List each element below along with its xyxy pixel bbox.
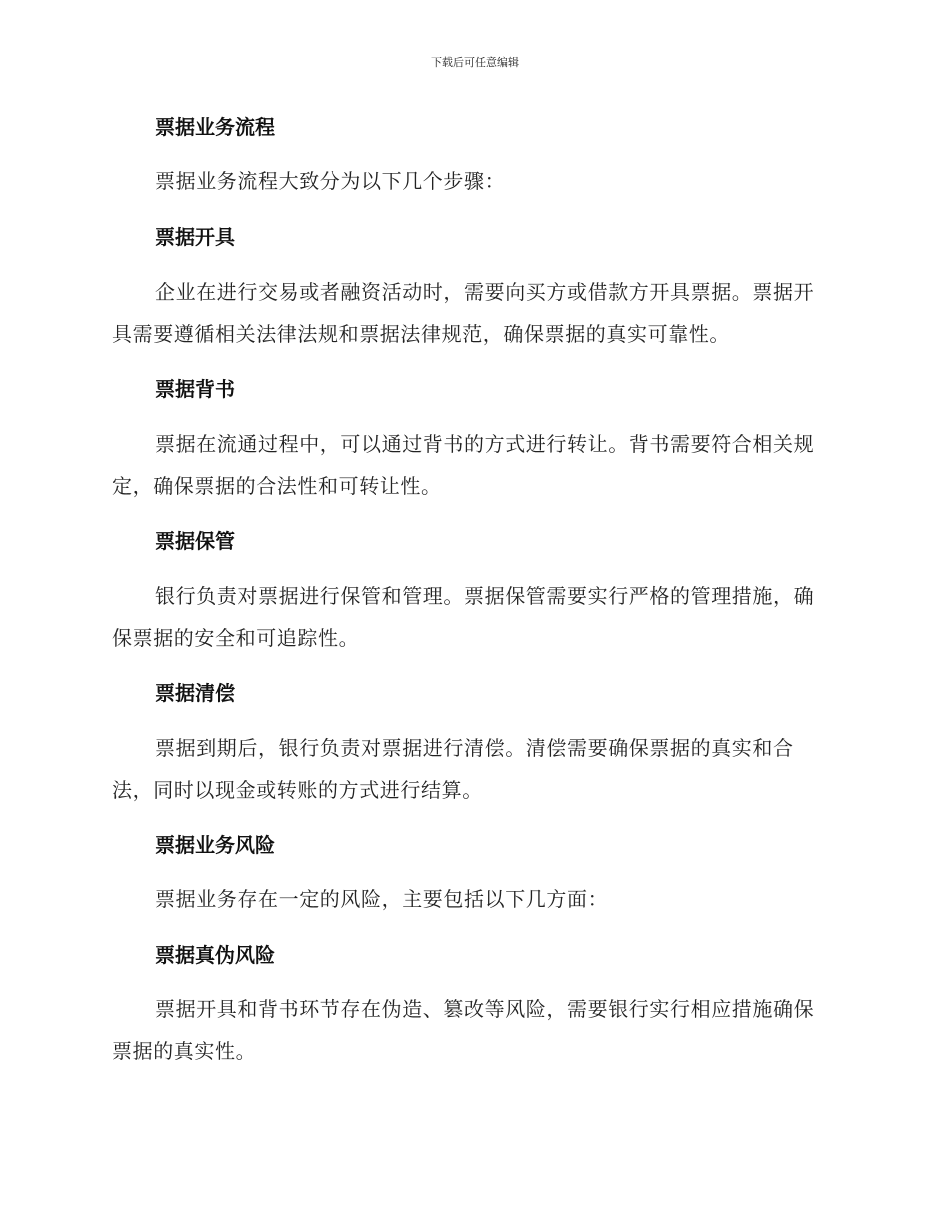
page-header: 下载后可任意编辑 [431,56,519,69]
section-heading: 票据清偿 [155,681,235,705]
paragraph: 票据在流通过程中，可以通过背书的方式进行转让。背书需要符合相关规定，确保票据的合法性和可转让性。 [112,432,815,498]
section-heading: 票据业务风险 [155,833,275,857]
paragraph: 票据到期后，银行负责对票据进行清偿。清偿需要确保票据的真实和合法，同时以现金或转账的方式进行结算。 [112,736,794,802]
paragraph: 企业在进行交易或者融资活动时，需要向买方或借款方开具票据。票据开具需要遵循相关法律法规和票据法律规范，确保票据的真实可靠性。 [112,280,815,346]
section-heading: 票据保管 [155,529,235,553]
section-heading: 票据背书 [155,377,235,401]
paragraph: 票据业务存在一定的风险，主要包括以下几方面： [155,887,609,911]
section-heading: 票据业务流程 [155,115,275,139]
paragraph: 银行负责对票据进行保管和管理。票据保管需要实行严格的管理措施，确保票据的安全和可追踪性。 [112,584,815,650]
section-heading: 票据开具 [155,225,235,249]
paragraph: 票据业务流程大致分为以下几个步骤： [155,169,506,193]
section-heading: 票据真伪风险 [155,943,275,967]
paragraph: 票据开具和背书环节存在伪造、篡改等风险，需要银行实行相应措施确保票据的真实性。 [112,997,815,1063]
